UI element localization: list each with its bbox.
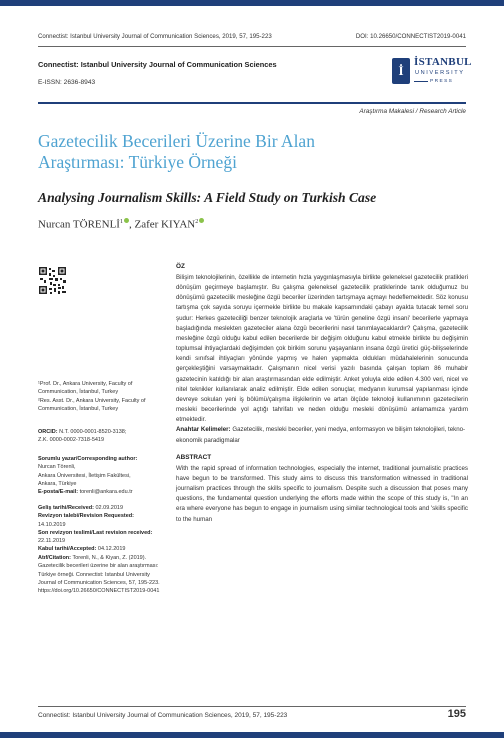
accepted-date: 04.12.2019 [97, 546, 126, 553]
footer-divider [38, 706, 466, 707]
citation-label: Atıf/Citation: [38, 555, 71, 561]
title-english: Analysing Journalism Skills: A Field Study on Turkish Case [38, 190, 377, 205]
section-divider [38, 102, 466, 104]
corresponding-dept: Ankara Üniversitesi, İletişim Fakültesi, [38, 472, 131, 479]
keywords-label: Anahtar Kelimeler: [176, 426, 231, 434]
title-turkish-line-1: Gazetecilik Becerileri Üzerine Bir Alan [38, 131, 315, 151]
author-list: Nurcan TÖRENLİ$^1$ , Zafer KIYAN$^2$ [38, 218, 204, 231]
last-revision-date: 22.11.2019 [38, 538, 66, 545]
footer-citation: Connectist: Istanbul University Journal of Communication Sciences, 2019, 57, 195-223 [38, 712, 288, 719]
corresponding-city: Ankara, Türkiye [38, 480, 77, 487]
affiliation-2: ²Res. Asst. Dr., Ankara University, Faculty of Communication, İstanbul, Turkey [38, 397, 146, 412]
author-1: Nurcan TÖRENLİ [38, 218, 120, 231]
abstract-heading: ABSTRACT [176, 453, 212, 461]
citation-text[interactable]: Torenli, N., & Kiyan, Z. (2019). Gazetecilik becerileri üzerine bir alan araştırması: Türkiye örneği. Connectist: Istanbul University Journal of Communication Sciences, 57, 195-223. https://doi.org/10.26650/CONNECTIST2019-0041 [38, 555, 160, 595]
last-revision-label: Son revizyon teslimi/Last revision received: [38, 529, 153, 536]
header-divider [38, 46, 466, 47]
accepted-label: Kabul tarihi/Accepted: [38, 546, 97, 553]
title-turkish-line-2: Araştırması: Türkiye Örneği [38, 152, 237, 172]
orcid-1[interactable]: N.T. 0000-0001-8520-3138; [59, 429, 127, 435]
author-2-affiliation-mark: 2 [195, 219, 199, 225]
email-link[interactable]: torenli@ankara.edu.tr [79, 489, 133, 496]
running-header-doi: DOI: 10.26650/CONNECTIST2019-0041 [355, 33, 466, 40]
author-2: Zafer KIYAN [134, 218, 196, 231]
orcid-2[interactable]: Z.K. 0000-0002-7318-5419 [38, 437, 105, 444]
abstract-text: With the rapid spread of information technologies, especially the internet, traditional journalistic practices have begun to be transformed. This study aims to discuss this transformation witnessed in traditional journalism practices through the skills specific to journalism. Despite such a discussion that poses many questions, the fundamental question underlying the efforts made within the scope of this study is, "In an era where everyone has begun to engage in journalism using similar technological tools and 'skills specific to the human [176, 464, 468, 523]
running-header-citation: Connectist: Istanbul University Journal of Communication Sciences, 2019, 57, 195-223 [38, 33, 272, 40]
logo-rule [414, 81, 428, 82]
corresponding-label: Sorumlu yazar/Corresponding author: [38, 456, 138, 462]
bottom-color-bar [0, 732, 504, 738]
received-date: 02.09.2019 [95, 505, 124, 511]
dates-block [38, 504, 166, 554]
oz-heading: ÖZ [176, 263, 185, 270]
sidebar [38, 266, 166, 595]
orcid-label: ORCID: [38, 429, 58, 435]
running-header [38, 33, 466, 40]
affiliation-1: ¹Prof. Dr., Ankara University, Faculty of Communication, İstanbul, Turkey [38, 381, 133, 396]
oz-text: Bilişim teknolojilerinin, özellikle de internetin hızla yaygınlaşmasıyla birlikte geleneksel gazetecilik pratikleri dönüşüm geçirmeye başlamıştır. Bu çalışma geleneksel gazetecilik pratiklerinde tanık olduğumuz bu dönüşümü gazetecilik mesleğine özgü beceriler üzerinden tartışmaya açmayı hedeflemektedir. Söz konusu tartışma çok sayıda soruyu içermekle birlikte bu makale kapsamındaki çabayı ayakta tutacak temel soru şudur: Herkes gazeteciliği benzer teknolojik araçlarla ve 'türün geneline özgü insani' becerilerle yapmaya başladığında meslekten gazeteciler alana özgü becerilerini nasıl tanımlayacaklardır? Çalışma, gazetecilik mesleğine özgü olduğu kabul edilen becerilerde bir değişim olduğunu kabul etmekle birlikte bu değişimin toplumsal ihtiyaçlardaki değişimden çok birikim sorunu yaşayanların insana özgü üretici güç-bilişselerinde kendi sınıfsal ihtiyaçları yönünde yapmış ve halen yapmakta oldukları müdahalelerinin sonucunda gerçekleştiğini varsaymaktadır. Çalışmanın nicel verisi yazılı basında çalışan toplam 86 muhabir gazetecinin katıldığı bir alan araştırmasından elde edilmiştir. Anket yoluyla elde edilen 4.300 veri, nicel ve nitel teknikler kullanılarak analiz edilmiştir. Elde edilen sonuçlar, medyanın kurumsal yapılanması içinde devreye sokulan yeni iş bölümü/çalışma ilişkilerinin ve artan ölçüde teknoloji kullanımının gazetecilerin mesleki becerilerinde yol açtığı tahrifatı ve neden olduğu mesleki dönüşümü anlamamıza yardım etmektedir. [176, 274, 468, 424]
citation-block [38, 554, 166, 595]
revision-date: 14.10.2019 [38, 521, 66, 528]
received-label: Geliş tarihi/Received: [38, 505, 94, 511]
keywords-list: Gazetecilik, mesleki beceriler, yeni medya, enformasyon ve bilişim teknolojileri, tekno-ekonomik paradigmalar [176, 426, 466, 444]
istanbul-university-press-logo [392, 54, 472, 92]
main-column [176, 263, 468, 525]
orcid-icon[interactable] [124, 218, 129, 223]
orcid-icon[interactable] [199, 218, 204, 223]
logo-mark-icon: İ [392, 58, 410, 84]
top-color-bar [0, 0, 504, 6]
logo-line-1: İSTANBUL [414, 56, 472, 68]
page-number: 195 [447, 708, 466, 720]
author-1-affiliation-mark: 1 [119, 219, 123, 225]
qr-code-icon [38, 266, 67, 295]
corresponding-name: Nurcan Törenli, [38, 464, 76, 471]
corresponding-author [38, 455, 166, 496]
orcid-block [38, 428, 166, 445]
keywords-tr [176, 425, 468, 445]
affiliations [38, 380, 166, 413]
logo-line-3: PRESS [430, 79, 454, 84]
journal-name: Connectist: Istanbul University Journal of Communication Sciences [38, 60, 277, 69]
email-label: E-posta/E-mail: [38, 489, 79, 496]
eissn: E-ISSN: 2636-8943 [38, 79, 96, 86]
article-type: Araştırma Makalesi / Research Article [359, 108, 466, 115]
title-turkish [38, 131, 468, 173]
revision-label: Revizyon talebi/Revision Requested: [38, 513, 134, 520]
logo-line-2: UNIVERSITY [415, 70, 465, 76]
